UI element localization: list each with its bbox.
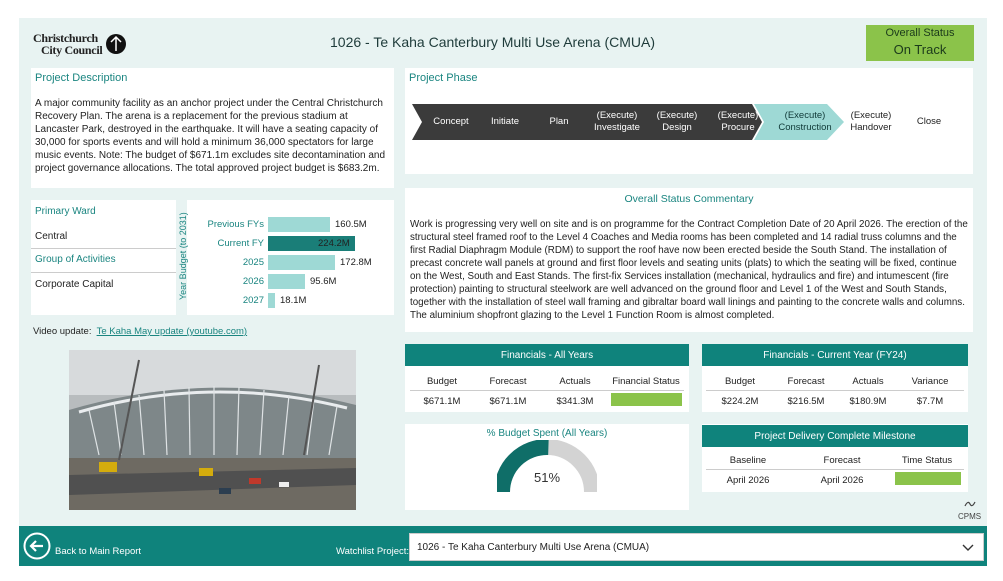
financials-all-years-title: Financials - All Years [405,344,689,366]
group-of-activities-label: Group of Activities [35,254,116,265]
financials-current-year-title: Financials - Current Year (FY24) [702,344,968,366]
watchlist-project-value: 1026 - Te Kaha Canterbury Multi Use Arena (CMUA) [417,542,650,553]
fin-all-header-budget: Budget [426,376,458,387]
year-budget-bar-value: 224.2M [318,238,350,249]
budget-spent-value: 51% [533,470,561,485]
year-budget-bar[interactable] [268,274,305,289]
overall-status-value: On Track [893,42,947,57]
cpms-link[interactable] [958,498,981,521]
video-update [33,326,247,337]
year-budget-bar[interactable] [268,293,275,308]
milestone-header-baseline: Baseline [729,455,767,466]
financial-status-indicator [611,393,682,406]
phase-step: (Execute) Investigate [594,110,640,133]
primary-ward-label: Primary Ward [35,206,96,217]
watchlist-label: Watchlist Project: [336,546,410,557]
phase-step: Close [916,116,942,127]
back-to-main-report-button[interactable]: Back to Main Report [55,546,142,557]
year-budget-bar-label: 2025 [242,257,264,268]
fin-cur-forecast-value: $216.5M [787,396,825,407]
link-icon [963,498,977,510]
divider [31,272,176,273]
overall-status-label: Overall Status [885,27,955,39]
milestone-baseline-value: April 2026 [726,475,770,486]
milestone-header-forecast: Forecast [823,455,861,466]
stadium-construction-photo [69,350,356,510]
fin-all-header-actuals: Actuals [559,376,591,387]
divider [706,469,964,470]
commentary-text: Work is progressing very well on site and is on programme for the Contract Completion Date of 20 April 2026. The erection of the structural steel framed roof to the Level 4 Coaches and Media rooms has been completed and 14 radial truss columns and the first Radial Diaphragm Module (RDM) to support the roof have now been erected beside the South Stand. The installation of precast concrete wall panels at ground and first floor levels and seating units (plats) to which the seating will be fixed, continue on the West, South and East Stands. The first-fix Services installation (mechanical, hydraulics and fire) and intumescent (fire protection) painting to structural steelwork are well advanced on the ground floor and Level 1 of the West and South Stands, together with the installation of steel wall framing and gibraltar board wall linings and painting to the concrete walls and columns. The aluminium shopfront glazing to the Level 1 Function Room is almost completed. [410,219,968,321]
phase-step: (Execute) Construction [778,110,832,133]
primary-ward-value: Central [35,231,68,242]
year-budget-axis-title: Year Budget (to 2031) [178,212,188,300]
divider [31,248,176,249]
year-budget-bar-value: 172.8M [340,257,372,268]
year-budget-bar-label: Current FY [217,238,264,249]
logo-mark-icon [105,33,127,55]
fin-all-actuals-value: $341.3M [556,396,594,407]
milestone-forecast-value: April 2026 [820,475,864,486]
fin-all-header-forecast: Forecast [489,376,527,387]
divider [706,390,964,391]
fin-all-budget-value: $671.1M [423,396,461,407]
fin-cur-actuals-value: $180.9M [849,396,887,407]
video-update-link[interactable]: Te Kaha May update (youtube.com) [96,326,248,337]
video-update-label: Video update: [33,326,92,337]
fin-all-forecast-value: $671.1M [489,396,527,407]
group-of-activities-value: Corporate Capital [35,279,114,290]
back-arrow-icon[interactable] [23,532,51,560]
milestone-header-time-status: Time Status [901,455,953,466]
project-description-title: Project Description [35,72,128,84]
year-budget-bar-label: Previous FYs [207,219,264,230]
commentary-title: Overall Status Commentary [624,193,754,205]
fin-cur-header-actuals: Actuals [852,376,884,387]
fin-cur-header-variance: Variance [911,376,949,387]
ccc-logo [33,31,128,57]
fin-all-header-status: Financial Status [612,376,680,387]
year-budget-bar-value: 95.6M [310,276,337,287]
logo-line1: Christchurch [33,31,98,45]
phase-step: (Execute) Design [656,110,698,133]
divider [410,390,684,391]
year-budget-bar[interactable] [268,217,330,232]
phase-step: (Execute) Handover [850,110,892,133]
phase-step: Plan [549,116,569,127]
watchlist-project-select[interactable] [409,533,984,561]
page-title: 1026 - Te Kaha Canterbury Multi Use Arena (CMUA) [330,34,655,50]
milestone-title: Project Delivery Complete Milestone [702,425,968,447]
logo-line2: City Council [41,43,103,57]
year-budget-bar-value: 160.5M [335,219,367,230]
budget-spent-gauge [497,440,597,496]
project-description-text: A major community facility as an anchor project under the Central Christchurch Recovery Plan. The arena is a replacement for the previous stadium at Lancaster Park, destroyed in the earthquake. It will have a seating capacity of 30,000 for sports events and will hold a minimum 36,000 spectators for large music events. Note: The budget of $671.1m excludes site decontamination and project governance allocations. The total approved project budget is $683.2m. [35,98,386,174]
fin-cur-header-budget: Budget [724,376,756,387]
year-budget-bar-value: 18.1M [280,295,307,306]
phase-step: (Execute) Procure [717,110,759,133]
phase-step: Initiate [491,116,519,127]
fin-cur-variance-value: $7.7M [916,396,944,407]
year-budget-bar-label: 2026 [242,276,264,287]
fin-cur-budget-value: $224.2M [721,396,759,407]
cpms-label: CPMS [958,512,982,521]
year-budget-bar[interactable] [268,255,335,270]
chevron-down-icon [961,540,975,554]
fin-cur-header-forecast: Forecast [787,376,825,387]
time-status-indicator [895,472,961,485]
budget-spent-title: % Budget Spent (All Years) [486,428,608,439]
phase-step: Concept [433,116,469,127]
project-phase-title: Project Phase [409,72,478,84]
year-budget-bar-label: 2027 [242,295,264,306]
overall-status-badge [866,25,974,61]
